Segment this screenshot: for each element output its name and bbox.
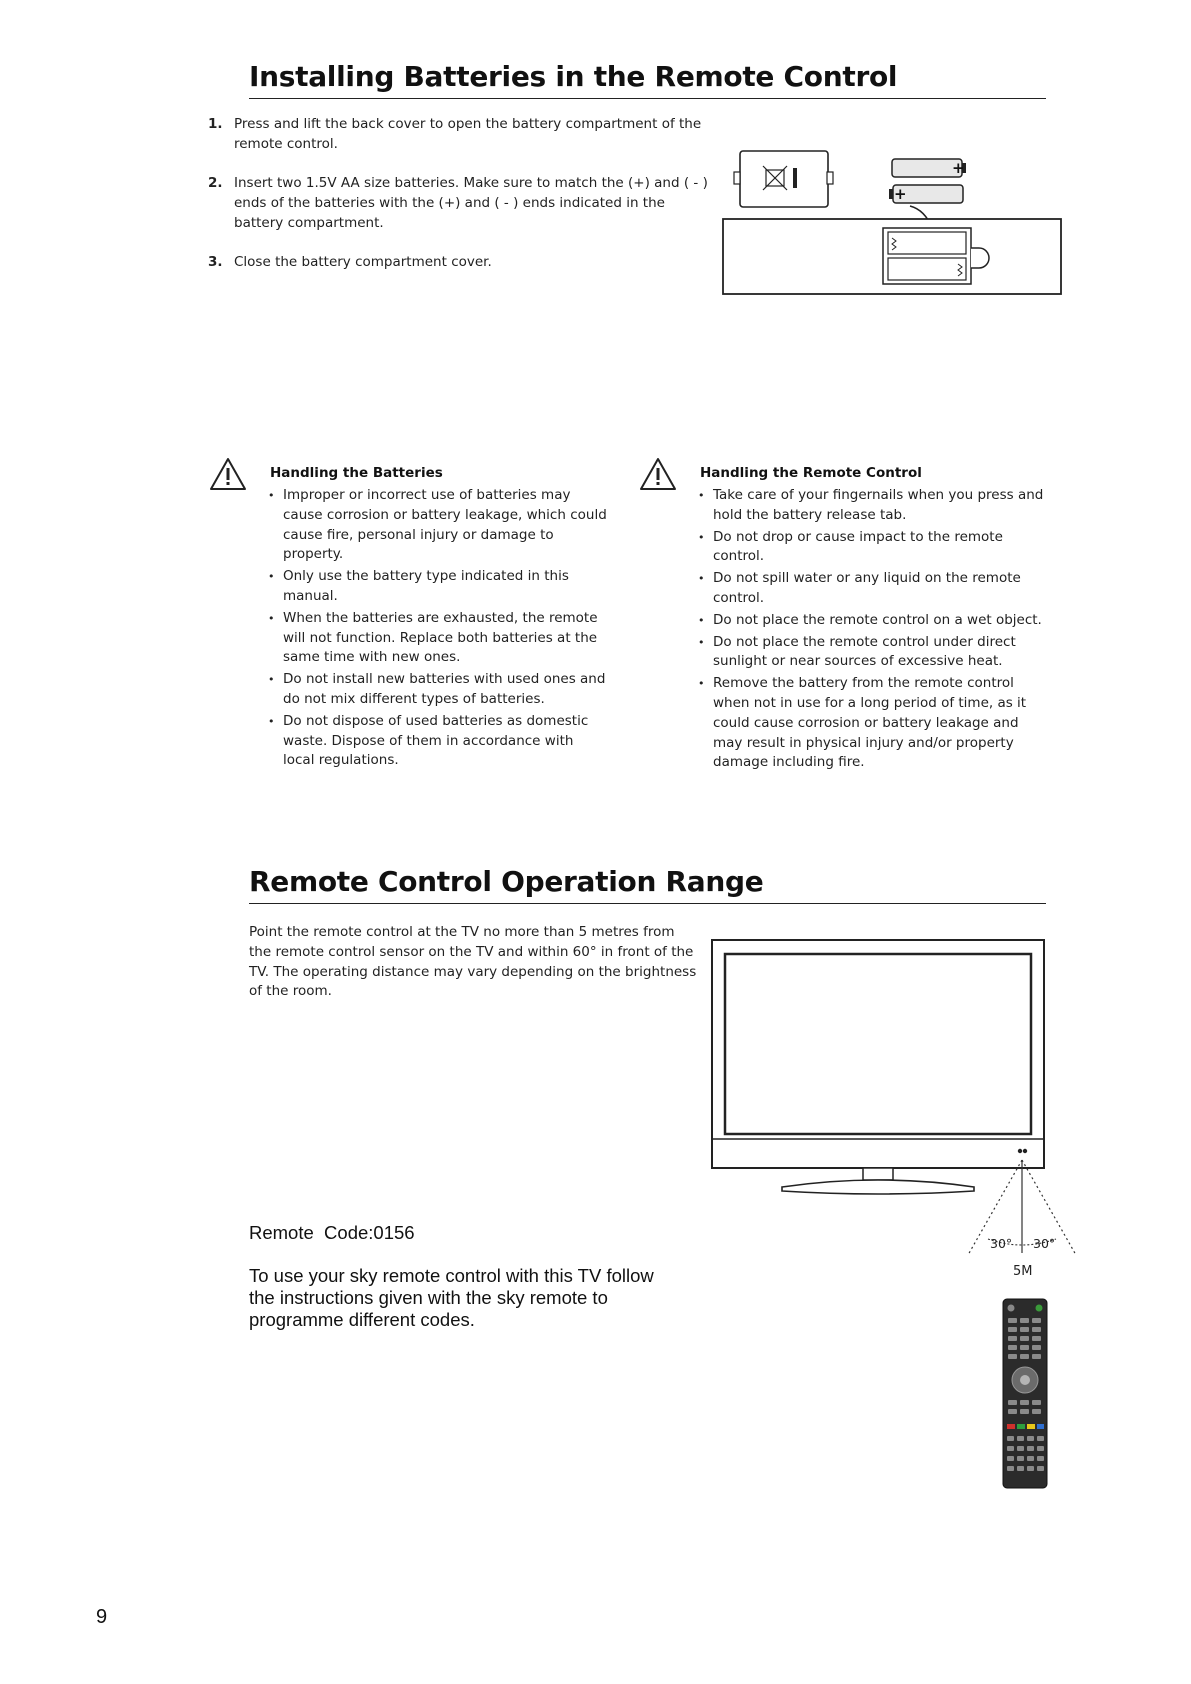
remote-key xyxy=(1032,1345,1041,1350)
angle-left-label: 30° xyxy=(990,1236,1013,1251)
list-item: • Do not spill water or any liquid on the remote control. xyxy=(698,569,1048,609)
remote-key xyxy=(1020,1409,1029,1414)
step-number: 1. xyxy=(208,116,223,132)
remote-key xyxy=(1020,1327,1029,1332)
list-item: • Do not dispose of used batteries as domestic waste. Dispose of them in accordance with local regulations. xyxy=(268,712,608,771)
remote-key xyxy=(1008,1318,1017,1323)
remote-key xyxy=(1027,1436,1034,1441)
remote-key xyxy=(1032,1354,1041,1359)
list-item: • Do not install new batteries with used ones and do not mix different types of batteries. xyxy=(268,670,608,710)
battery-step xyxy=(208,114,718,154)
page-number: 9 xyxy=(96,1606,108,1628)
battery-plus-label: + xyxy=(894,185,907,203)
remote-key xyxy=(1027,1456,1034,1461)
tv-icon xyxy=(712,940,1044,1194)
remote-key xyxy=(1017,1446,1024,1451)
warning-icon xyxy=(209,457,247,491)
warning-icon xyxy=(639,457,677,491)
remote-key xyxy=(1017,1456,1024,1461)
remote-key xyxy=(1032,1409,1041,1414)
remote-key xyxy=(1032,1327,1041,1332)
remote-key xyxy=(1032,1318,1041,1323)
battery-title-rule xyxy=(249,98,1046,99)
battery-section-title: Installing Batteries in the Remote Control xyxy=(249,60,898,93)
remote-key xyxy=(1007,1466,1014,1471)
battery-cover-icon xyxy=(734,151,833,207)
remote-key xyxy=(1020,1400,1029,1405)
remote-key xyxy=(1027,1466,1034,1471)
range-cone xyxy=(968,1160,1076,1279)
remote-key xyxy=(1008,1345,1017,1350)
step-number: 3. xyxy=(208,254,223,270)
step-text: Press and lift the back cover to open the battery compartment of the remote control. xyxy=(234,116,702,152)
battery-steps-list xyxy=(208,114,718,291)
remote-key xyxy=(1008,1336,1017,1341)
remote-key xyxy=(1037,1436,1044,1441)
tv-range-illustration xyxy=(700,935,1090,1285)
battery-step xyxy=(208,252,718,272)
aa-battery-icon xyxy=(889,185,963,203)
handling-batteries-heading: Handling the Batteries xyxy=(270,465,443,481)
remote-key xyxy=(1037,1466,1044,1471)
list-item: • When the batteries are exhausted, the remote will not function. Replace both batteries at the same time with new ones. xyxy=(268,609,608,668)
step-text: Close the battery compartment cover. xyxy=(234,254,492,270)
step-text: Insert two 1.5V AA size batteries. Make sure to match the (+) and ( - ) ends of the batteries with the (+) and ( - ) ends indicated in the battery compartment. xyxy=(234,175,708,231)
remote-key xyxy=(1017,1466,1024,1471)
ir-sensor-icon xyxy=(1018,1149,1022,1153)
remote-key xyxy=(1020,1345,1029,1350)
handling-batteries-list xyxy=(268,486,608,773)
remote-key xyxy=(1007,1436,1014,1441)
remote-key xyxy=(1020,1354,1029,1359)
sky-remote-instructions: To use your sky remote control with this TV follow the instructions given with the sky remote to programme different codes. xyxy=(249,1265,654,1330)
handling-remote-heading: Handling the Remote Control xyxy=(700,465,922,481)
remote-control-image xyxy=(1001,1298,1049,1490)
list-item: • Take care of your fingernails when you press and hold the battery release tab. xyxy=(698,486,1048,526)
remote-code-label: Remote Code:0156 xyxy=(249,1222,415,1243)
range-title-rule xyxy=(249,903,1046,904)
battery-installation-illustration xyxy=(720,148,1065,298)
angle-right-label: 30° xyxy=(1033,1236,1056,1251)
remote-key xyxy=(1027,1446,1034,1451)
remote-key xyxy=(1008,1327,1017,1332)
distance-label: 5M xyxy=(1013,1264,1033,1279)
remote-key xyxy=(1008,1400,1017,1405)
handling-remote-list xyxy=(698,486,1048,775)
remote-key xyxy=(1032,1336,1041,1341)
remote-key xyxy=(1020,1318,1029,1323)
remote-key xyxy=(1032,1400,1041,1405)
remote-key xyxy=(1007,1446,1014,1451)
remote-key xyxy=(1008,1409,1017,1414)
range-section-title: Remote Control Operation Range xyxy=(249,865,764,898)
battery-plus-label: + xyxy=(952,159,965,177)
range-description: Point the remote control at the TV no more than 5 metres from the remote control sensor on the TV and within 60° in front of the TV. The operating distance may vary depending on the brightness of the room. xyxy=(249,924,697,1000)
step-number: 2. xyxy=(208,175,223,191)
aa-battery-icon xyxy=(892,159,966,177)
list-item: • Remove the battery from the remote control when not in use for a long period of time, as it could cause corrosion or battery leakage and may result in physical injury and/or property damage including fire. xyxy=(698,674,1048,773)
remote-key xyxy=(1037,1456,1044,1461)
list-item: • Only use the battery type indicated in this manual. xyxy=(268,567,608,607)
list-item: • Do not place the remote control on a wet object. xyxy=(698,611,1048,631)
remote-key xyxy=(1007,1456,1014,1461)
remote-key xyxy=(1017,1436,1024,1441)
remote-key xyxy=(1008,1354,1017,1359)
battery-step xyxy=(208,173,718,233)
remote-key xyxy=(1020,1336,1029,1341)
list-item: • Improper or incorrect use of batteries may cause corrosion or battery leakage, which could cause fire, personal injury or damage to property. xyxy=(268,486,608,565)
list-item: • Do not drop or cause impact to the remote control. xyxy=(698,528,1048,568)
list-item: • Do not place the remote control under direct sunlight or near sources of excessive heat. xyxy=(698,633,1048,673)
remote-key xyxy=(1037,1446,1044,1451)
